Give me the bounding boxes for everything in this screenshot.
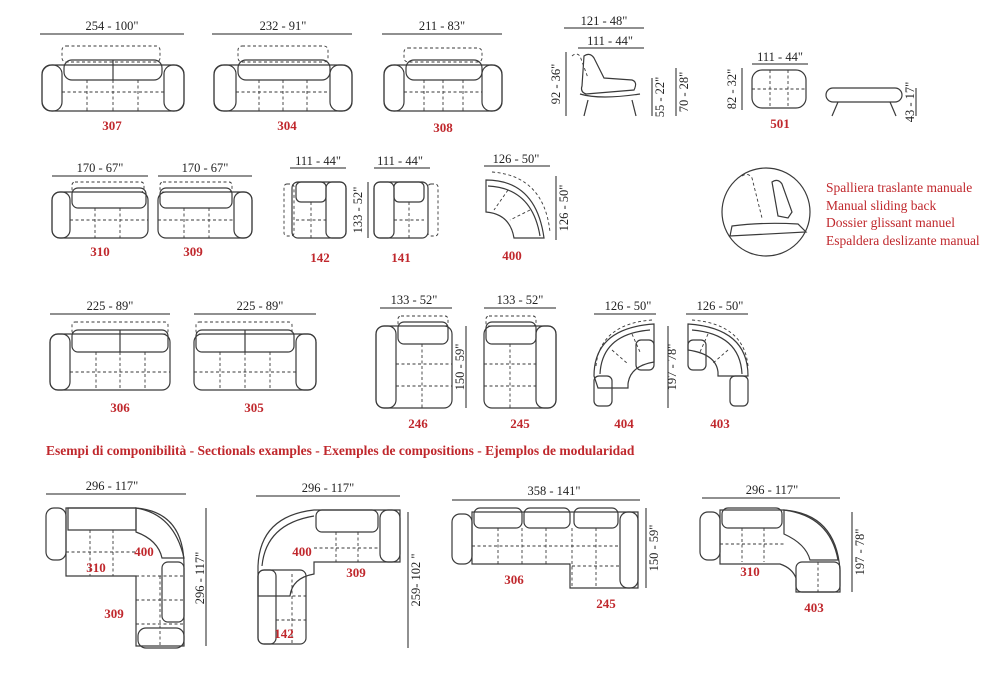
sectionals-heading: Esempi di componibilità - Sectionals examples - Exemples de compositions - Ejemplos de modularidad (46, 443, 635, 458)
ex1-code-310: 310 (86, 560, 106, 575)
example-4 (700, 483, 867, 615)
code-309: 309 (183, 244, 203, 259)
sofa-307 (40, 19, 184, 133)
dim-309: 170 - 67" (181, 161, 229, 175)
dim-501-h: 82 - 32" (725, 68, 739, 110)
sofa-309 (158, 161, 252, 259)
dim-142: 111 - 44" (295, 154, 341, 168)
example-1 (46, 479, 207, 648)
legend-line-1: Spalliera traslante manuale (826, 180, 973, 195)
ex3-code-245: 245 (596, 596, 616, 611)
example-3 (452, 484, 661, 611)
ex1-code-400: 400 (134, 544, 154, 559)
ex2-width: 296 - 117" (301, 481, 355, 495)
chaise-246 (376, 293, 452, 431)
dim-403: 126 - 50" (696, 299, 744, 313)
ex2-code-142: 142 (274, 626, 294, 641)
dim-304: 232 - 91" (259, 19, 307, 33)
corner-400 (484, 152, 571, 263)
code-501: 501 (770, 116, 790, 131)
ex1-height: 296 - 117" (193, 551, 207, 605)
dim-501-h2: 43 - 17" (903, 81, 917, 123)
ex3-code-306: 306 (504, 572, 524, 587)
code-307: 307 (102, 118, 122, 133)
dim-305: 225 - 89" (236, 299, 284, 313)
dim-chair-h1: 92 - 36" (549, 63, 563, 105)
chair-side-view (549, 14, 691, 117)
dim-310: 170 - 67" (76, 161, 124, 175)
dim-400: 126 - 50" (492, 152, 540, 166)
dim-404: 126 - 50" (604, 299, 652, 313)
ex4-code-310: 310 (740, 564, 760, 579)
ex3-width: 358 - 141" (527, 484, 581, 498)
ex4-code-403: 403 (804, 600, 824, 615)
code-306: 306 (110, 400, 130, 415)
code-245: 245 (510, 416, 530, 431)
sofa-310 (52, 161, 148, 259)
dim-chair-total: 121 - 48" (580, 14, 628, 28)
corner-404 (594, 299, 656, 431)
code-404: 404 (614, 416, 634, 431)
dim-141: 111 - 44" (377, 154, 423, 168)
sliding-back-legend (722, 168, 980, 256)
dim-chair-h2: 55 - 22" (653, 76, 667, 118)
sofa-306 (50, 299, 170, 415)
corner-142 (284, 154, 346, 265)
legend-line-4: Espaldera deslizante manual (826, 233, 980, 248)
ex2-code-309: 309 (346, 565, 366, 580)
corner-403 (665, 299, 748, 431)
code-142: 142 (310, 250, 330, 265)
dim-40x-h: 197 - 78" (665, 343, 679, 391)
code-310: 310 (90, 244, 110, 259)
ex1-code-309: 309 (104, 606, 124, 621)
code-246: 246 (408, 416, 428, 431)
dim-501: 111 - 44" (757, 50, 803, 64)
chaise-245 (453, 293, 556, 431)
dim-245: 133 - 52" (496, 293, 544, 307)
ex3-height: 150 - 59" (647, 524, 661, 572)
corner-141 (351, 154, 438, 265)
example-2 (256, 481, 423, 648)
dim-chair-seat: 111 - 44" (587, 34, 633, 48)
sofa-308 (382, 19, 502, 135)
dim-306: 225 - 89" (86, 299, 134, 313)
dim-400-h: 126 - 50" (557, 184, 571, 232)
dim-chair-h3: 70 - 28" (677, 71, 691, 113)
code-305: 305 (244, 400, 264, 415)
ex4-height: 197 - 78" (853, 528, 867, 576)
dim-24x-h: 150 - 59" (453, 343, 467, 391)
ottoman-501 (725, 50, 917, 131)
ex2-height: 259- 102 " (409, 553, 423, 607)
sofa-305 (194, 299, 316, 415)
dim-308: 211 - 83" (418, 19, 466, 33)
dim-14x-h: 133 - 52" (351, 186, 365, 234)
dim-246: 133 - 52" (390, 293, 438, 307)
code-304: 304 (277, 118, 297, 133)
legend-line-3: Dossier glissant manuel (826, 215, 955, 230)
ex4-width: 296 - 117" (745, 483, 799, 497)
code-400: 400 (502, 248, 522, 263)
ex1-width: 296 - 117" (85, 479, 139, 493)
dim-307: 254 - 100" (85, 19, 139, 33)
code-141: 141 (391, 250, 411, 265)
legend-line-2: Manual sliding back (826, 198, 937, 213)
sofa-304 (212, 19, 352, 133)
code-403: 403 (710, 416, 730, 431)
code-308: 308 (433, 120, 453, 135)
ex2-code-400: 400 (292, 544, 312, 559)
